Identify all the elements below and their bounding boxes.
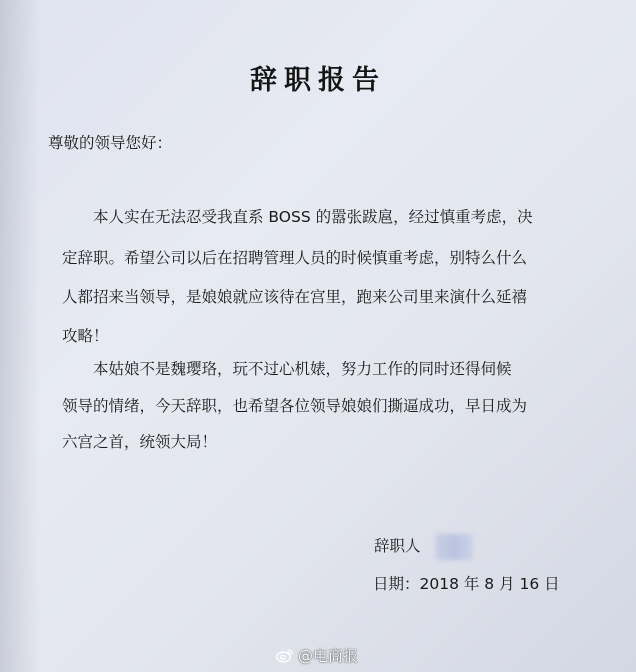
redacted-name-blur [435,534,473,560]
paragraph-1-line-3: 人都招来当领导，是娘娘就应该待在宫里，跑来公司里来演什么延禧 [62,288,528,306]
paragraph-1-line-1: 本人实在无法忍受我直系 BOSS 的嚣张跋扈，经过慎重考虑，决 [93,208,533,226]
paragraph-2-line-3: 六宫之首，统领大局！ [62,433,218,451]
letter-date: 日期：2018 年 8 月 16 日 [373,575,560,593]
paragraph-1-line-2: 定辞职。希望公司以后在招聘管理人员的时候慎重考虑，别特么什么 [62,249,528,267]
weibo-logo-icon [276,648,294,663]
letter-salutation: 尊敬的领导您好： [48,134,173,152]
paragraph-1-line-4: 攻略！ [62,327,109,345]
paragraph-2-line-2: 领导的情绪，今天辞职，也希望各位领导娘娘们撕逼成功，早日成为 [62,397,528,415]
paper-edge-shadow [0,0,40,672]
watermark-text: @电商报 [298,647,359,665]
signer-label: 辞职人 [374,537,421,555]
paragraph-2-line-1: 本姑娘不是魏璎珞，玩不过心机婊，努力工作的同时还得伺候 [93,360,512,378]
letter-title: 辞职报告 [250,65,386,96]
weibo-watermark [276,645,358,666]
